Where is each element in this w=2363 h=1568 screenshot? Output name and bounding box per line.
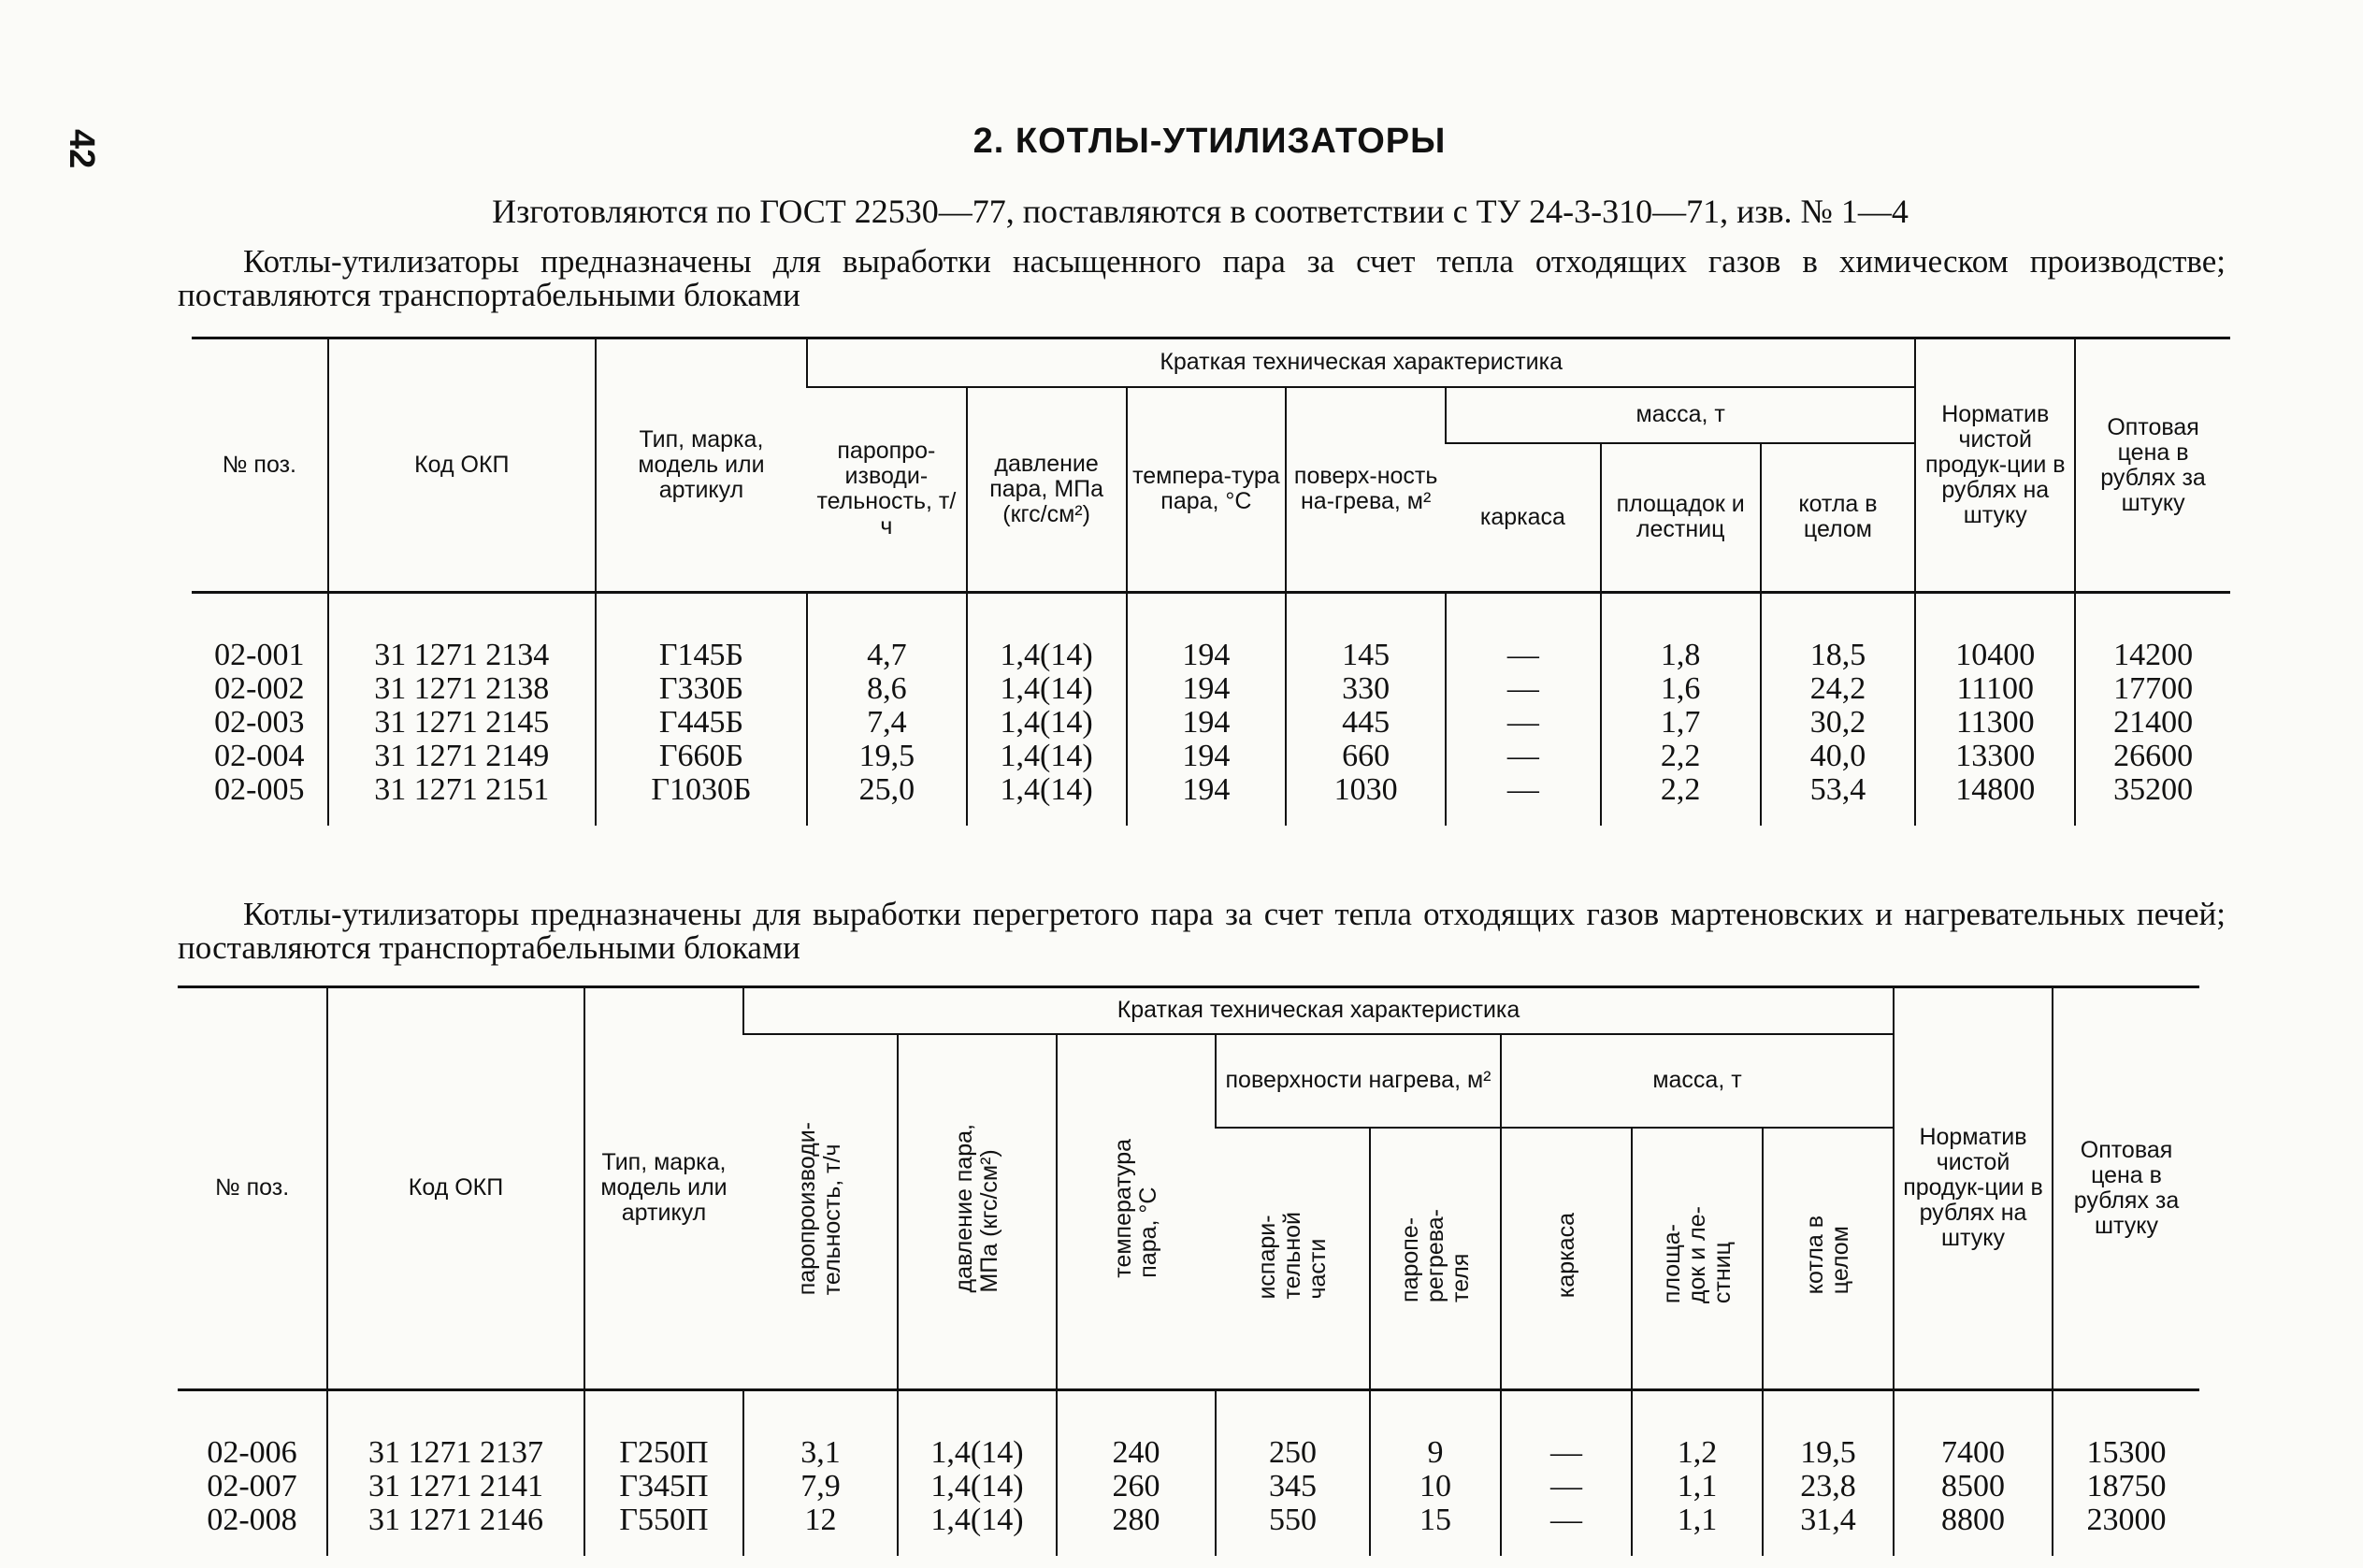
table-cell: 1,4(14) <box>1000 638 1093 672</box>
table-cell: 1,6 <box>1660 671 1701 706</box>
table-cell: 24,2 <box>1809 671 1866 706</box>
table-cell: 250 <box>1269 1434 1317 1470</box>
table-cell: 53,4 <box>1809 772 1866 807</box>
table-superheated-steam-boilers <box>178 985 2199 1556</box>
table-cell: 35200 <box>2113 772 2194 807</box>
table-cell: 280 <box>1112 1502 1160 1537</box>
column-capacity <box>807 593 967 827</box>
table-cell: 31 1271 2138 <box>374 671 550 706</box>
table-cell: 9 <box>1427 1434 1444 1470</box>
column-mass-total <box>1761 593 1916 827</box>
header-okp: Код ОКП <box>327 987 584 1390</box>
table-data-row <box>192 593 2230 827</box>
table-cell: 660 <box>1342 739 1390 773</box>
header-surface-super <box>1370 1128 1501 1390</box>
table-cell: — <box>1506 772 1539 807</box>
column-okp <box>327 1389 584 1556</box>
table-cell: 445 <box>1342 705 1390 740</box>
paragraph-superheated-steam <box>178 898 2226 965</box>
header-norm: Норматив чистой продук-ции в рублях на штуку <box>1894 987 2053 1390</box>
header-type: Тип, марка, модель или артикул <box>596 338 807 593</box>
table-cell: 23,8 <box>1800 1468 1856 1503</box>
column-pressure <box>967 593 1127 827</box>
column-temperature <box>1057 1389 1216 1556</box>
table-cell: 25,0 <box>858 772 915 807</box>
table-cell: — <box>1550 1434 1582 1470</box>
header-price: Оптовая цена в рублях за штуку <box>2075 338 2230 593</box>
table-cell: 21400 <box>2113 705 2194 740</box>
table-cell: 40,0 <box>1809 739 1866 773</box>
table-body <box>192 593 2230 827</box>
header-okp: Код ОКП <box>328 338 596 593</box>
header-capacity: паропро-изводи-тельность, т/ч <box>816 438 957 540</box>
header-temperature <box>1057 1034 1216 1390</box>
section-title: 2. КОТЛЫ-УТИЛИЗАТОРЫ <box>973 122 1447 161</box>
header-tech: Краткая техническая характеристика <box>743 987 1894 1034</box>
column-surface-super <box>1370 1389 1501 1556</box>
column-surface <box>1286 593 1446 827</box>
header-surface-evap-text: испари- тельной части <box>1253 1211 1331 1300</box>
table-cell: 194 <box>1182 671 1231 706</box>
table-cell: 18750 <box>2086 1468 2167 1503</box>
header-mass-frame-text: каркаса <box>1552 1212 1579 1299</box>
table-cell: 11300 <box>1955 705 2035 740</box>
table-cell: Г345П <box>619 1468 709 1503</box>
table-cell: 1,2 <box>1677 1434 1718 1470</box>
table-cell: 31 1271 2146 <box>368 1502 543 1537</box>
table-cell: 30,2 <box>1809 705 1866 740</box>
header-pressure-text: давление пара, МПа (кгс/см²) <box>951 1124 1002 1293</box>
header-mass: масса, т <box>1446 387 1915 443</box>
column-pos <box>192 593 328 827</box>
header-surface-super-text: паропе- регрева- теля <box>1396 1208 1474 1302</box>
header-pressure <box>898 1034 1057 1390</box>
page-number: 42 <box>62 129 101 169</box>
column-mass-frame <box>1501 1389 1632 1556</box>
table-cell: Г145Б <box>658 638 744 672</box>
table-cell: Г1030Б <box>651 772 752 807</box>
table-cell: 8800 <box>1941 1502 2006 1537</box>
table-cell: 194 <box>1182 772 1231 807</box>
header-capacity <box>743 1034 898 1390</box>
table-cell: 260 <box>1112 1468 1160 1503</box>
table-cell: 2,2 <box>1660 739 1701 773</box>
table-cell: 194 <box>1182 705 1231 740</box>
table-cell: 7,4 <box>867 705 907 740</box>
table-cell: 1,4(14) <box>930 1434 1024 1470</box>
column-pressure <box>898 1389 1057 1556</box>
table-cell: Г660Б <box>658 739 744 773</box>
table-cell: 31 1271 2134 <box>374 638 550 672</box>
header-temperature: темпера-тура пара, °С <box>1127 387 1287 593</box>
header-temperature-text: температура пара, °С <box>1110 1139 1161 1278</box>
header-mass-total <box>1763 1128 1894 1390</box>
table-cell: 1,4(14) <box>1000 772 1093 807</box>
table-cell: 02-001 <box>214 638 305 672</box>
header-mass-total-text: котла в целом <box>1802 1216 1853 1295</box>
table-cell: 23000 <box>2086 1502 2167 1537</box>
table-cell: 15 <box>1419 1502 1451 1537</box>
column-type <box>596 593 807 827</box>
table-cell: — <box>1506 705 1539 740</box>
table-data-row <box>178 1389 2199 1556</box>
column-norm <box>1915 593 2075 827</box>
table-cell: 19,5 <box>1800 1434 1856 1470</box>
header-pos: № поз. <box>178 987 327 1390</box>
table-cell: 4,7 <box>867 638 907 672</box>
table-cell: 10400 <box>1955 638 2036 672</box>
table-cell: 31 1271 2151 <box>374 772 550 807</box>
header-surface-evap <box>1216 1128 1370 1390</box>
table-cell: 10 <box>1419 1468 1451 1503</box>
table-cell: 1,4(14) <box>1000 739 1093 773</box>
table-cell: 1,7 <box>1660 705 1701 740</box>
header-mass-platforms <box>1632 1128 1763 1390</box>
header-capacity-text: паропроизводи- тельность, т/ч <box>794 1121 845 1296</box>
table-cell: 02-003 <box>214 705 305 740</box>
table-cell: 11100 <box>1956 671 2034 706</box>
table-cell: 194 <box>1182 739 1231 773</box>
column-temperature <box>1127 593 1287 827</box>
table-cell: 2,2 <box>1660 772 1701 807</box>
table-body <box>178 1389 2199 1556</box>
table-cell: 02-006 <box>207 1434 297 1470</box>
header-mass-frame: каркаса <box>1479 503 1565 530</box>
header-norm: Норматив чистой продук-ции в рублях на штуку <box>1915 338 2075 593</box>
table-cell: 31 1271 2137 <box>368 1434 543 1470</box>
header-mass: масса, т <box>1501 1034 1894 1128</box>
table-cell: 31,4 <box>1800 1502 1856 1537</box>
paragraph-text: Котлы-утилизаторы предназначены для выработки перегретого пара за счет тепла отходящих газов мартеновских и нагревательных печей; поставляются транспортабельными блоками <box>178 896 2226 966</box>
table-cell: Г330Б <box>658 671 744 706</box>
column-mass-platforms <box>1601 593 1761 827</box>
table-cell: 8500 <box>1941 1468 2006 1503</box>
header-mass-frame <box>1501 1128 1632 1390</box>
table-cell: 14800 <box>1955 772 2036 807</box>
column-capacity <box>743 1389 898 1556</box>
table-cell: 1,8 <box>1660 638 1701 672</box>
header-mass-total: котла в целом <box>1761 443 1916 593</box>
table-cell: Г445Б <box>658 705 744 740</box>
table-cell: 18,5 <box>1809 638 1866 672</box>
table-cell: 31 1271 2145 <box>374 705 550 740</box>
table-cell: 12 <box>804 1502 837 1537</box>
table-cell: 13300 <box>1955 739 2036 773</box>
table-cell: 02-008 <box>207 1502 297 1537</box>
table-cell: 145 <box>1342 638 1390 672</box>
table-cell: 1,4(14) <box>1000 705 1093 740</box>
header-type: Тип, марка, модель или артикул <box>584 987 743 1390</box>
table-cell: 1,1 <box>1677 1502 1718 1537</box>
table-cell: 240 <box>1112 1434 1160 1470</box>
table-cell: 26600 <box>2113 739 2194 773</box>
table-cell: — <box>1550 1468 1582 1503</box>
table-cell: 14200 <box>2113 638 2194 672</box>
table-cell: 02-007 <box>207 1468 297 1503</box>
table-cell: 02-005 <box>214 772 305 807</box>
table-cell: 7,9 <box>800 1468 841 1503</box>
table-cell: 1,4(14) <box>930 1468 1024 1503</box>
column-okp <box>328 593 596 827</box>
column-norm <box>1894 1389 2053 1556</box>
header-mass-platforms: площадок и лестниц <box>1601 443 1761 593</box>
table-cell: 02-004 <box>214 739 305 773</box>
column-mass-platforms <box>1632 1389 1763 1556</box>
paragraph-saturated-steam <box>178 245 2226 312</box>
header-surface: поверхности нагрева, м² <box>1216 1034 1501 1128</box>
table-cell: 345 <box>1269 1468 1317 1503</box>
table-cell: — <box>1550 1502 1582 1537</box>
table-cell: 15300 <box>2086 1434 2167 1470</box>
table-cell: 7400 <box>1941 1434 2006 1470</box>
header-tech: Краткая техническая характеристика <box>807 338 1915 387</box>
section-subtitle: Изготовляются по ГОСТ 22530—77, поставляются в соответствии с ТУ 24-3-310—71, изв. № 1—4 <box>492 193 1909 230</box>
table-cell: 31 1271 2149 <box>374 739 550 773</box>
header-price: Оптовая цена в рублях за штуку <box>2053 987 2199 1390</box>
table-cell: 1,1 <box>1677 1468 1718 1503</box>
column-price <box>2053 1389 2199 1556</box>
table-cell: 02-002 <box>214 671 305 706</box>
table-cell: 1,4(14) <box>930 1502 1024 1537</box>
header-mass-platforms-text: площа- док и ле- стниц <box>1658 1206 1736 1304</box>
table-cell: 17700 <box>2113 671 2194 706</box>
column-mass-total <box>1763 1389 1894 1556</box>
table-cell: 194 <box>1182 638 1231 672</box>
table-cell: 31 1271 2141 <box>368 1468 543 1503</box>
table-cell: 550 <box>1269 1502 1317 1537</box>
table-cell: — <box>1506 638 1539 672</box>
column-surface-evap <box>1216 1389 1370 1556</box>
column-price <box>2075 593 2230 827</box>
column-type <box>584 1389 743 1556</box>
table-cell: 19,5 <box>858 739 915 773</box>
table-saturated-steam-boilers <box>192 337 2230 826</box>
paragraph-text: Котлы-утилизаторы предназначены для выработки насыщенного пара за счет тепла отходящих газов в химическом производстве; поставляются транспортабельными блоками <box>178 243 2226 313</box>
table-cell: — <box>1506 671 1539 706</box>
table-cell: — <box>1506 739 1539 773</box>
table-cell: 1,4(14) <box>1000 671 1093 706</box>
column-mass-frame <box>1446 593 1601 827</box>
table-cell: 1030 <box>1333 772 1398 807</box>
table-cell: 8,6 <box>867 671 907 706</box>
column-pos <box>178 1389 327 1556</box>
header-pressure: давление пара, МПа (кгс/см²) <box>967 387 1127 593</box>
header-surface: поверх-ность на-грева, м² <box>1286 387 1446 593</box>
table-cell: 330 <box>1342 671 1390 706</box>
header-pos: № поз. <box>192 338 328 593</box>
table-cell: 3,1 <box>800 1434 841 1470</box>
table-cell: Г250П <box>619 1434 709 1470</box>
table-cell: Г550П <box>619 1502 709 1537</box>
